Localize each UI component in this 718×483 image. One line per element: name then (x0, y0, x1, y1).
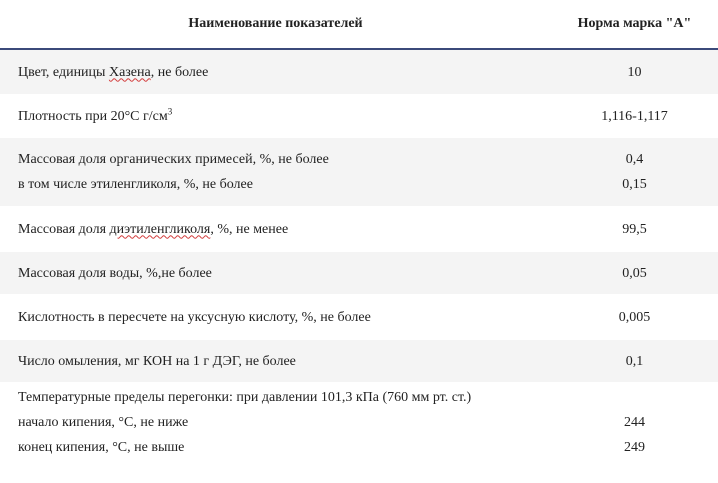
table-row-distillation (0, 382, 718, 483)
table-row-density (0, 94, 718, 138)
table-header (0, 0, 718, 50)
value-text: 249 (624, 440, 645, 455)
table-row-color (0, 50, 718, 94)
label-text: Плотность при 20°С г/см (18, 108, 168, 124)
label-text: , %, не менее (210, 221, 289, 237)
row-label (0, 340, 551, 382)
value-text: 0,1 (625, 353, 644, 369)
label-text: Цвет, единицы (18, 64, 109, 80)
value-text: 1,116-1,117 (601, 108, 668, 124)
table-row-acidity (0, 294, 718, 340)
row-value (551, 206, 718, 252)
label-text: , не более (150, 64, 209, 80)
label-text: Массовая доля (18, 221, 110, 237)
row-value (551, 340, 718, 382)
table-row-saponification (0, 340, 718, 382)
table-row-water (0, 252, 718, 294)
row-label (0, 206, 551, 252)
row-value (551, 252, 718, 294)
row-label (0, 382, 551, 483)
label-text: Температурные пределы перегонки: при давлении 101,3 кПа (760 мм рт. ст.) (18, 390, 472, 405)
value-text: 0,05 (622, 265, 647, 281)
value-text: 244 (624, 415, 645, 430)
row-label (0, 138, 551, 206)
row-label (0, 294, 551, 340)
row-label (0, 94, 551, 138)
value-text: 0,4 (625, 152, 644, 167)
label-text-misspelled: Хазена (108, 64, 151, 80)
label-text: Число омыления, мг КОН на 1 г ДЭГ, не более (18, 353, 296, 369)
label-text: в том числе этиленгликоля, %, не более (18, 177, 253, 192)
label-superscript: 3 (167, 105, 173, 116)
row-label (0, 50, 551, 94)
value-text: 99,5 (622, 221, 647, 237)
row-value (551, 382, 718, 483)
row-value (551, 294, 718, 340)
value-text: 0,005 (618, 309, 651, 325)
row-value (551, 50, 718, 94)
label-text: начало кипения, °С, не ниже (18, 415, 189, 430)
row-value (551, 94, 718, 138)
row-label (0, 252, 551, 294)
row-value (551, 138, 718, 206)
table-row-deg-fraction (0, 206, 718, 252)
value-text: 0,15 (622, 177, 647, 192)
label-text: Массовая доля воды, %,не более (18, 265, 212, 281)
label-text-misspelled: диэтиленгликоля (109, 221, 211, 237)
value-text: 10 (627, 64, 642, 80)
label-text: конец кипения, °С, не выше (18, 440, 185, 455)
header-name-column: Наименование показателей (188, 16, 363, 31)
header-norm-column: Норма марка "А" (577, 16, 692, 31)
label-text: Массовая доля органических примесей, %, не более (18, 152, 329, 167)
table-row-organic-impurities (0, 138, 718, 206)
label-text: Кислотность в пересчете на уксусную кислоту, %, не более (18, 309, 371, 325)
